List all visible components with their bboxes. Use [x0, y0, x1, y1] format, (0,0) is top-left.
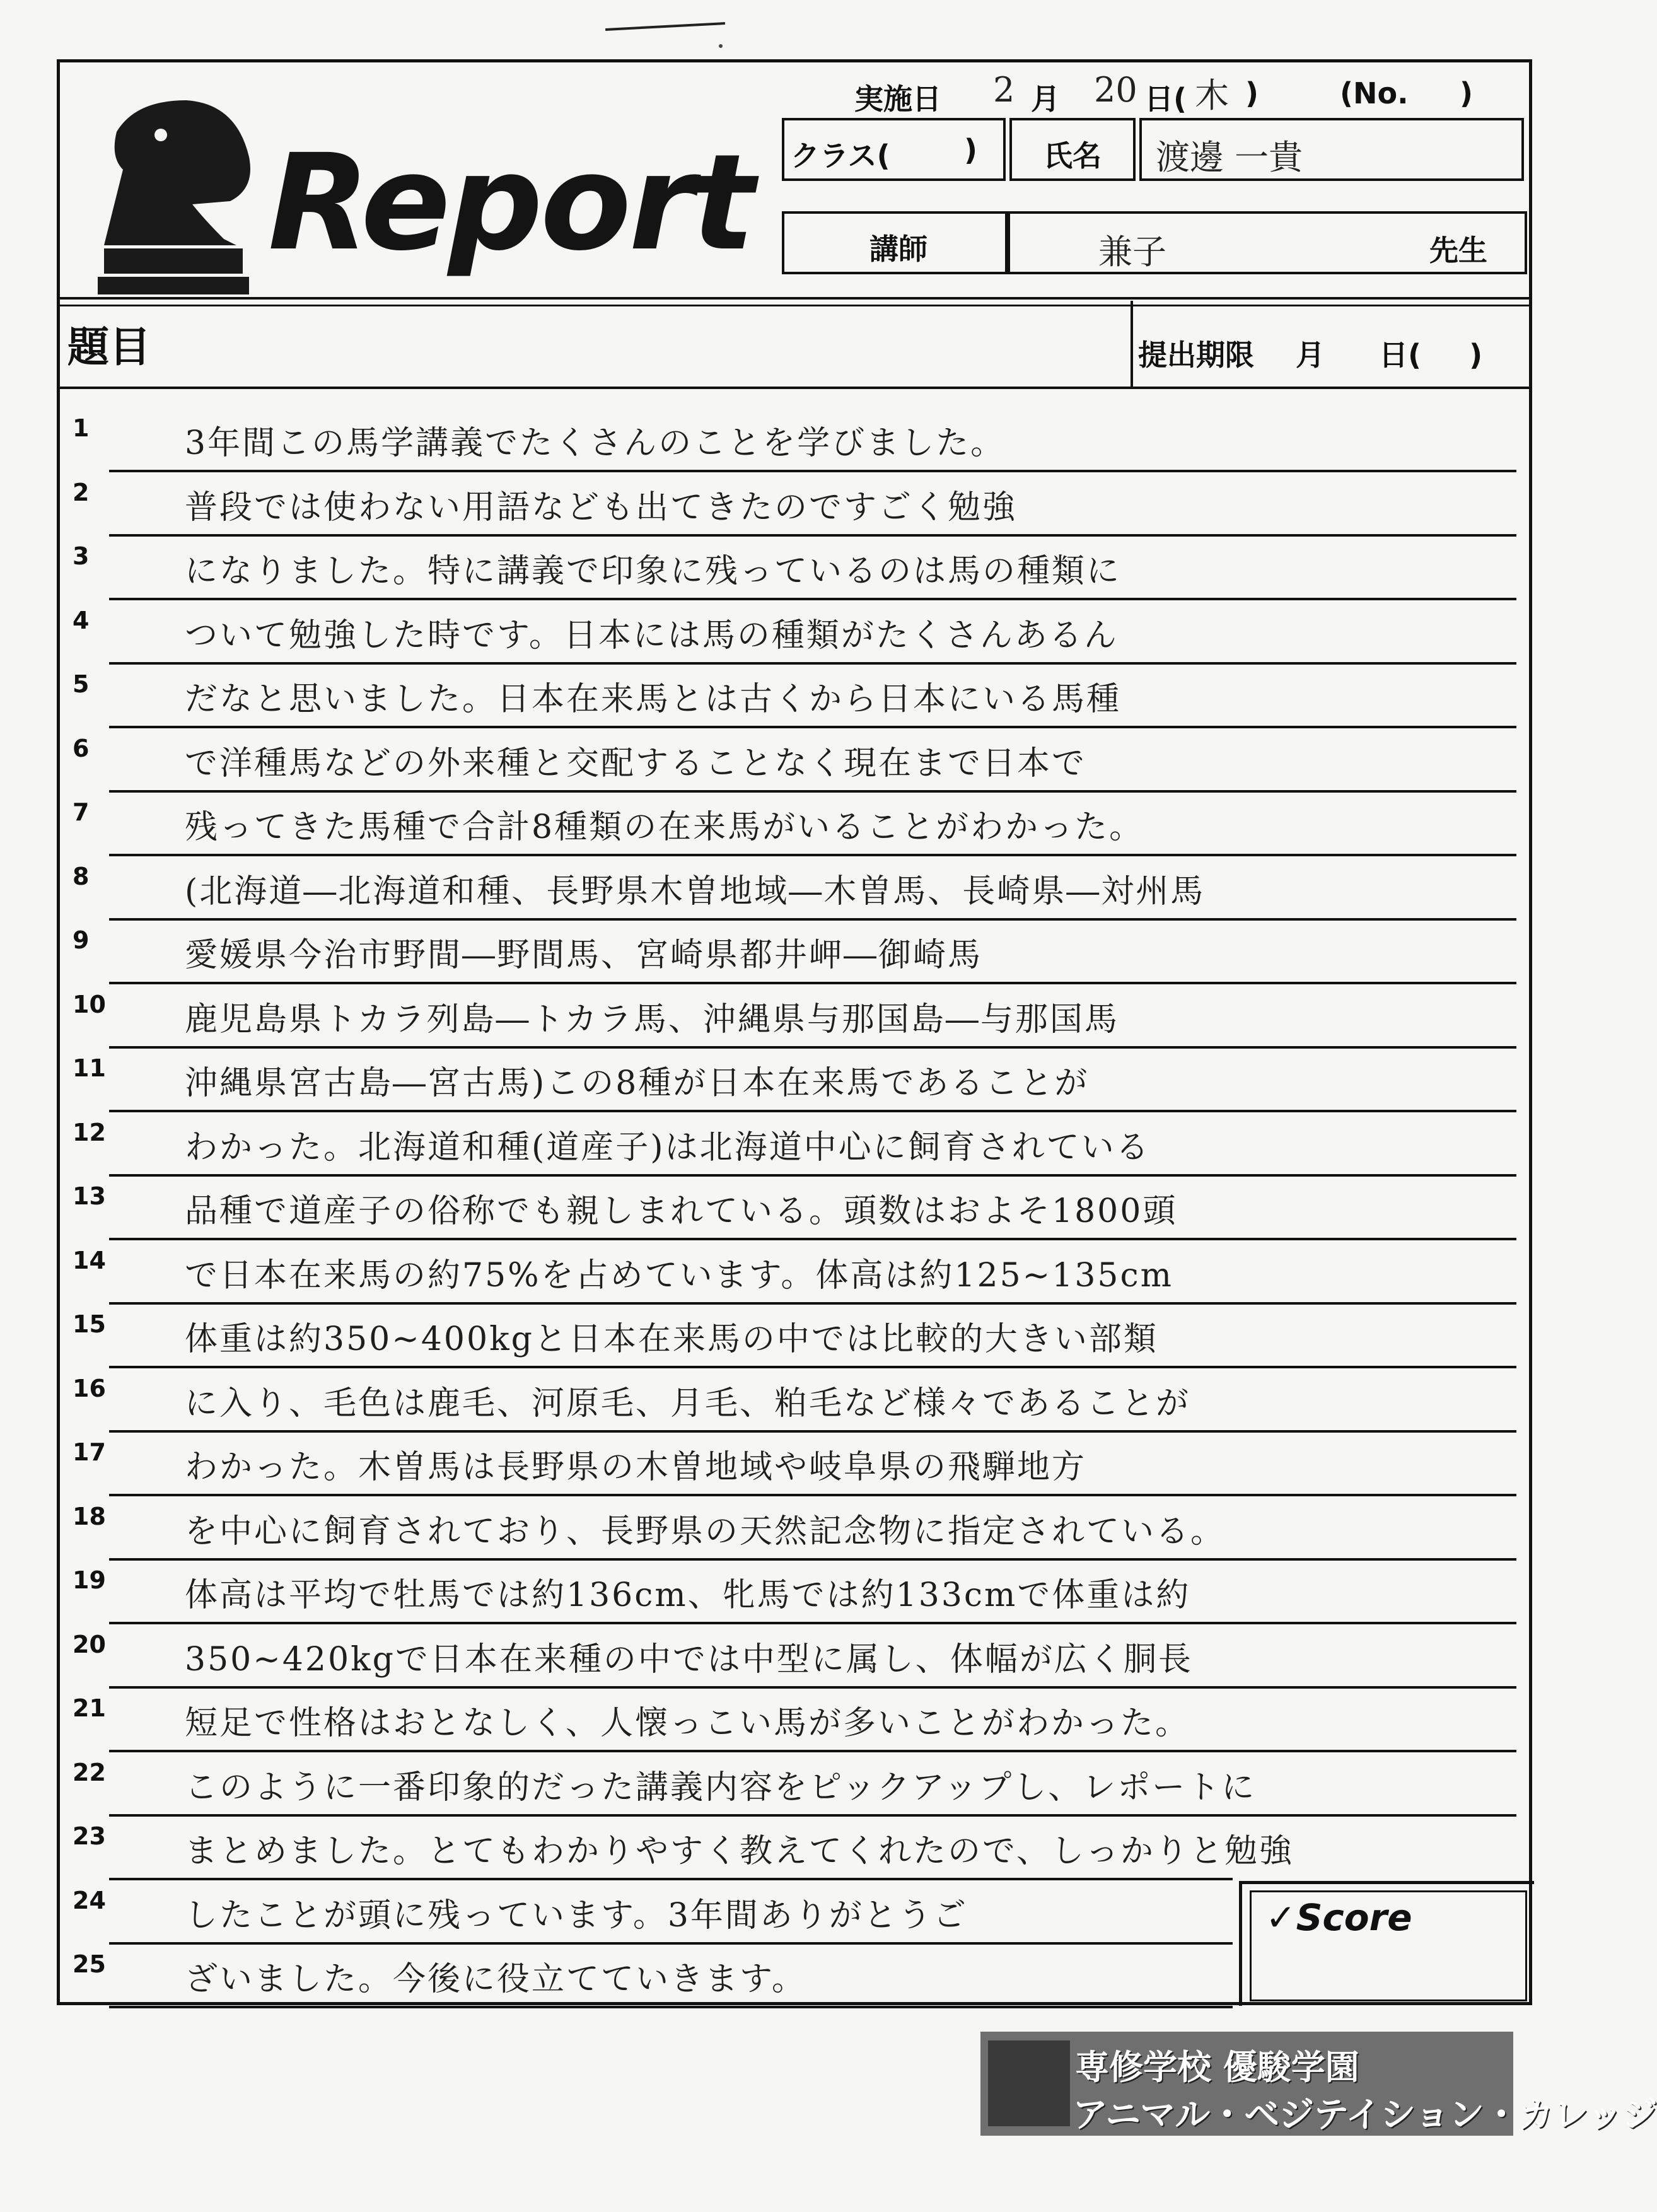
line-rule — [109, 1622, 1516, 1624]
stray-pen-dot — [719, 44, 723, 48]
line-row — [60, 1305, 1535, 1368]
line-rule — [109, 1302, 1516, 1305]
line-row — [60, 1689, 1535, 1752]
line-number: 13 — [73, 1182, 106, 1210]
handwritten-line-text: ついて勉強した時です。日本には馬の種類がたくさんあるん — [185, 616, 1119, 655]
handwritten-line-text: だなと思いました。日本在来馬とは古くから日本にいる馬種 — [185, 680, 1122, 718]
handwritten-line-text: に入り、毛色は鹿毛、河原毛、月毛、粕毛など様々であることが — [185, 1384, 1191, 1423]
name-label-cell — [1009, 118, 1136, 181]
line-rule — [109, 1366, 1516, 1368]
handwritten-line-text: 品種で道産子の俗称でも親しまれている。頭数はおよそ1800頭 — [185, 1192, 1178, 1230]
line-rule — [109, 982, 1516, 984]
line-number: 18 — [73, 1502, 106, 1530]
school-emblem-icon — [988, 2040, 1070, 2126]
line-row — [60, 409, 1535, 472]
name-value: 渡邊 一貴 — [1156, 137, 1303, 177]
line-row — [60, 1049, 1535, 1112]
handwritten-line-text: 沖縄県宮古島―宮古馬)この8種が日本在来馬であることが — [185, 1064, 1090, 1102]
date-day-unit: 日( — [1144, 82, 1187, 116]
handwritten-line-text: このように一番印象的だった講義内容をピックアップし、レポートに — [185, 1768, 1257, 1807]
line-number: 12 — [73, 1118, 106, 1146]
line-row — [60, 986, 1535, 1049]
date-weekday-value: 木 — [1195, 76, 1229, 115]
line-row — [60, 1626, 1535, 1689]
handwritten-line-text: したことが頭に残っています。3年間ありがとうご — [185, 1896, 968, 1935]
line-rule — [109, 918, 1516, 921]
line-number: 8 — [73, 862, 90, 890]
handwritten-line-text: を中心に飼育されており、長野県の天然記念物に指定されている。 — [185, 1512, 1226, 1551]
line-row — [60, 1370, 1535, 1433]
date-close: ) — [1245, 76, 1259, 110]
line-row — [60, 1242, 1535, 1305]
handwritten-line-text: わかった。木曽馬は長野県の木曽地域や岐阜県の飛騨地方 — [185, 1448, 1087, 1486]
line-number: 14 — [73, 1246, 106, 1274]
school-name: 専修学校 優駿学園 — [1075, 2047, 1359, 2087]
line-rule — [109, 1494, 1516, 1496]
line-rule — [109, 2006, 1233, 2008]
score-label: ✓Score — [1265, 1896, 1412, 1939]
line-row — [60, 1177, 1535, 1240]
date-month-unit: 月 — [1031, 82, 1060, 116]
line-row — [60, 1754, 1535, 1817]
teacher-value-cell — [1008, 211, 1527, 274]
subject-label: 題目 — [67, 323, 151, 371]
line-number: 2 — [73, 478, 90, 506]
line-row — [60, 1114, 1535, 1177]
line-rule — [109, 1430, 1516, 1433]
handwritten-line-text: 350~420kgで日本在来種の中では中型に属し、体幅が広く胴長 — [185, 1640, 1193, 1679]
handwritten-line-text: で洋種馬などの外来種と交配することなく現在まで日本で — [185, 744, 1087, 783]
deadline-field — [1138, 332, 1482, 374]
handwritten-line-text: 普段では使わない用語なども出てきたのですごく勉強 — [185, 488, 1018, 527]
line-number: 6 — [73, 734, 90, 762]
line-row — [60, 793, 1535, 856]
line-row — [60, 730, 1535, 793]
line-number: 4 — [73, 606, 90, 634]
date-day-value: 20 — [1094, 70, 1137, 110]
deadline-day: 日( — [1379, 338, 1422, 372]
line-number: 24 — [73, 1886, 106, 1914]
line-number: 15 — [73, 1310, 106, 1338]
line-number: 11 — [73, 1054, 106, 1082]
line-number: 1 — [73, 414, 90, 442]
report-title: Report — [268, 125, 753, 280]
line-rule — [109, 1750, 1516, 1752]
knight-chess-icon — [79, 88, 268, 296]
deadline-label: 提出期限 — [1138, 338, 1254, 372]
line-rule — [109, 1110, 1516, 1112]
line-row — [60, 921, 1535, 984]
line-rule — [109, 1942, 1233, 1945]
date-label: 実施日 — [854, 82, 941, 116]
line-row — [60, 474, 1535, 537]
line-row — [60, 1498, 1535, 1561]
line-row — [60, 1561, 1535, 1624]
line-rule — [109, 470, 1516, 472]
line-rule — [109, 1814, 1516, 1817]
number-label: (No. — [1340, 76, 1409, 110]
class-label: クラス( — [791, 139, 890, 173]
line-number: 5 — [73, 670, 90, 698]
line-number: 20 — [73, 1630, 106, 1658]
handwritten-line-text: 体高は平均で牡馬では約136cm、牝馬では約133cmで体重は約 — [185, 1576, 1191, 1614]
handwritten-line-text: まとめました。とてもわかりやすく教えてくれたので、しっかりと勉強 — [185, 1832, 1294, 1870]
line-rule — [109, 534, 1516, 537]
teacher-label: 講師 — [869, 232, 927, 266]
stray-pen-mark — [605, 22, 725, 31]
report-form — [57, 59, 1532, 2005]
line-rule — [109, 790, 1516, 793]
line-number: 10 — [73, 990, 106, 1018]
line-number: 7 — [73, 798, 90, 826]
name-value-cell — [1139, 118, 1524, 181]
subject-divider — [60, 387, 1529, 389]
handwritten-line-text: わかった。北海道和種(道産子)は北海道中心に飼育されている — [185, 1128, 1151, 1167]
line-rule — [109, 726, 1516, 728]
teacher-value: 兼子 — [1098, 232, 1166, 272]
teacher-label-cell — [782, 211, 1008, 274]
class-field — [782, 118, 1006, 181]
line-number: 17 — [73, 1438, 106, 1466]
deadline-month: 月 — [1296, 338, 1325, 372]
date-month-value: 2 — [993, 70, 1015, 110]
line-row — [60, 858, 1535, 921]
line-number: 16 — [73, 1374, 106, 1402]
score-box — [1239, 1881, 1534, 2006]
handwritten-line-text: 体重は約350~400kgと日本在来馬の中では比較的大きい部類 — [185, 1320, 1158, 1358]
header-divider — [60, 297, 1529, 300]
line-row — [60, 1817, 1535, 1880]
report-logo — [79, 88, 804, 296]
handwritten-line-text: (北海道―北海道和種、長野県木曽地域―木曽馬、長崎県―対州馬 — [185, 872, 1206, 911]
line-rule — [109, 662, 1516, 665]
line-rule — [109, 854, 1516, 856]
line-rule — [109, 598, 1516, 600]
handwritten-line-text: で日本在来馬の約75%を占めています。体高は約125~135cm — [185, 1256, 1173, 1295]
line-number: 23 — [73, 1822, 106, 1850]
name-label: 氏名 — [1044, 139, 1102, 173]
line-row — [60, 537, 1535, 600]
line-rule — [109, 1046, 1516, 1049]
school-banner — [980, 2032, 1657, 2136]
handwritten-line-text: 短足で性格はおとなしく、人懐っこい馬が多いことがわかった。 — [185, 1704, 1190, 1742]
deadline-close: ) — [1469, 338, 1483, 372]
line-number: 9 — [73, 926, 90, 954]
line-rule — [109, 1686, 1516, 1689]
line-rule — [109, 1174, 1516, 1177]
score-field — [1250, 1890, 1527, 2001]
handwritten-line-text: になりました。特に講義で印象に残っているのは馬の種類に — [185, 552, 1122, 590]
line-number: 3 — [73, 542, 90, 570]
line-rule — [109, 1238, 1516, 1240]
handwritten-line-text: 鹿児島県トカラ列島―トカラ馬、沖縄県与那国島―与那国馬 — [185, 1000, 1119, 1039]
line-number: 21 — [73, 1694, 106, 1722]
line-row — [60, 665, 1535, 728]
class-close: ) — [964, 133, 978, 167]
number-close: ) — [1460, 76, 1474, 110]
line-row — [60, 1433, 1535, 1496]
school-department: アニマル・ベジテイション・カレッジ — [1073, 2095, 1657, 2136]
line-row — [60, 602, 1535, 665]
handwritten-line-text: 愛媛県今治市野間―野間馬、宮崎県都井岬―御崎馬 — [185, 936, 983, 974]
line-number: 25 — [73, 1950, 106, 1978]
line-number: 19 — [73, 1566, 106, 1594]
line-rule — [109, 1878, 1233, 1880]
line-rule — [109, 1558, 1516, 1561]
handwritten-line-text: ざいました。今後に役立てていきます。 — [185, 1960, 806, 1998]
handwritten-line-text: 3年間この馬学講義でたくさんのことを学びました。 — [185, 424, 1006, 462]
teacher-suffix: 先生 — [1429, 233, 1487, 267]
handwritten-line-text: 残ってきた馬種で合計8種類の在来馬がいることがわかった。 — [185, 808, 1144, 846]
line-number: 22 — [73, 1758, 106, 1786]
